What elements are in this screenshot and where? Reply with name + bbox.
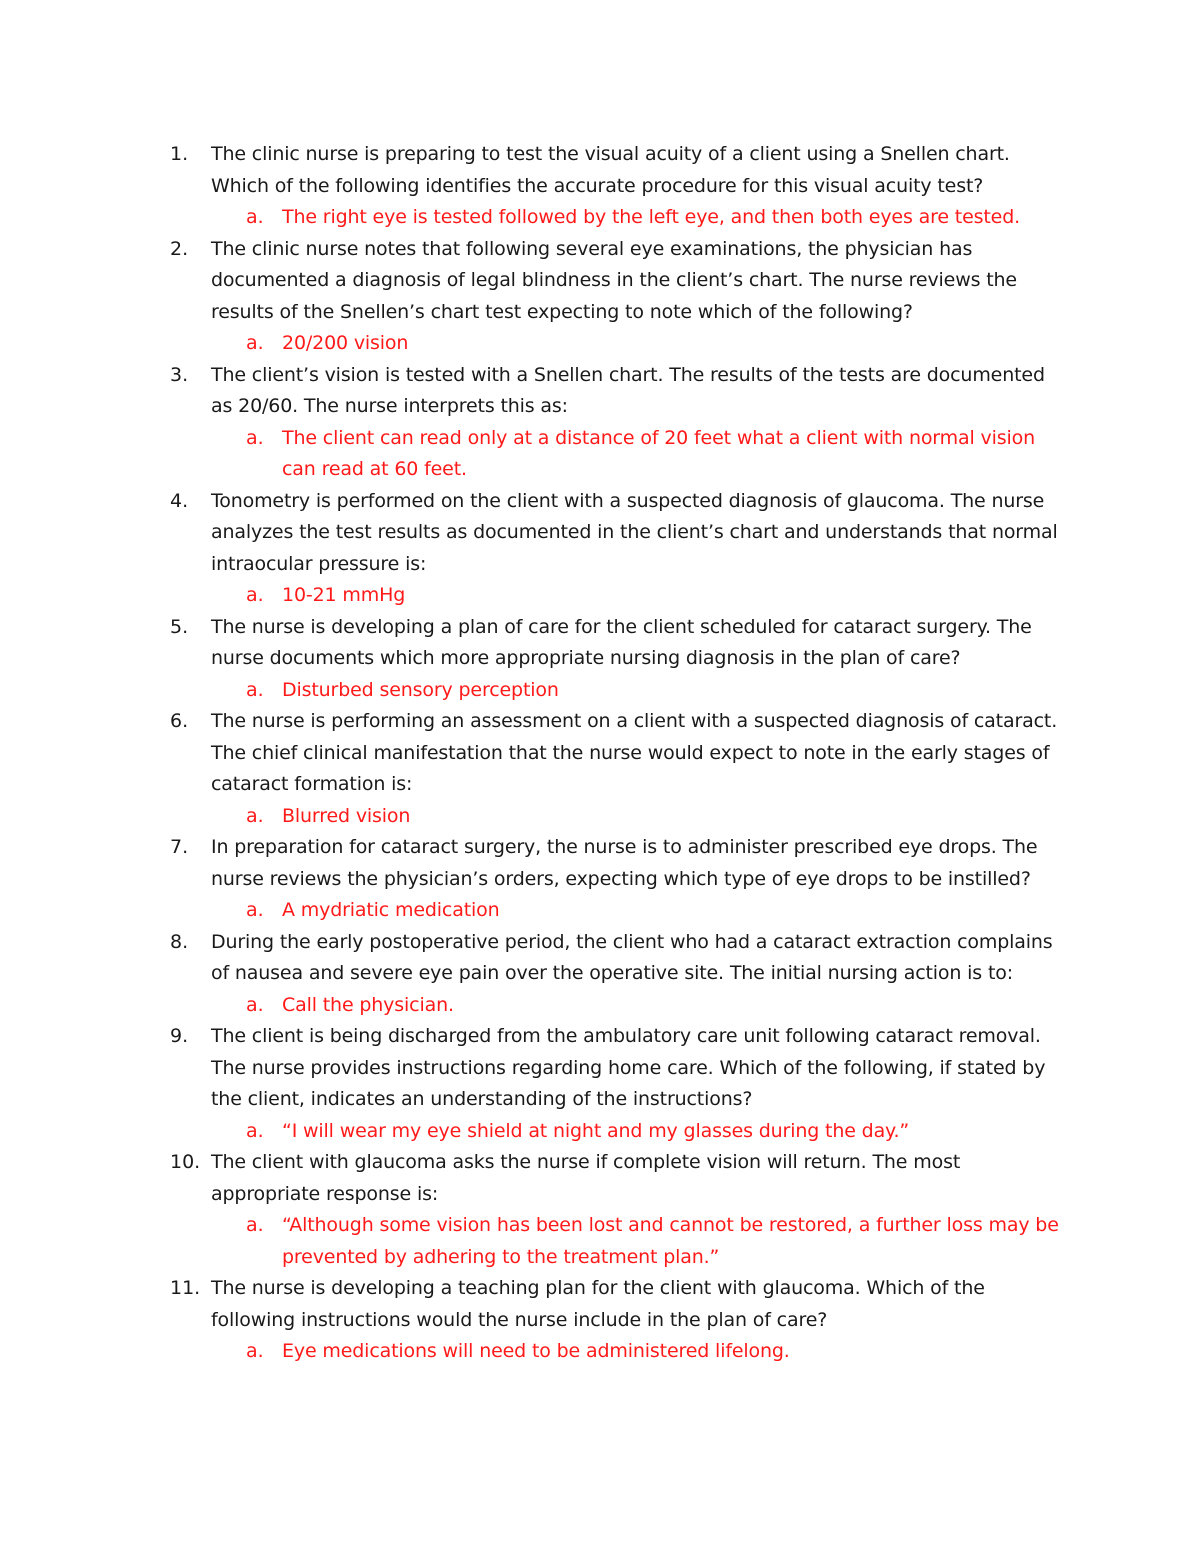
question-text: The client with glaucoma asks the nurse if complete vision will return. The most appropriate response is: [211,1151,961,1205]
question-number: 5. [170,615,189,638]
answer-letter: a. [246,584,264,606]
answer-letter: a. [246,804,264,827]
question-number: 9. [170,1025,189,1047]
question-item-11 [170,1273,1070,1368]
question-text: During the early postoperative period, the client who had a cataract extraction complains of nausea and severe eye pain over the operative site. The initial nursing action is to: [211,930,1053,984]
answer-letter: a. [246,332,264,354]
answer-text: “I will wear my eye shield at night and my glasses during the day.” [282,1119,910,1142]
answer-item [246,801,1070,833]
question-number: 11. [170,1277,201,1299]
question-text: The nurse is developing a teaching plan for the client with glaucoma. Which of the following instructions would the nurse include in the plan of care? [211,1277,985,1331]
question-item-3 [170,360,1070,486]
question-list [170,139,1070,1368]
question-number: 3. [170,363,189,386]
question-item-10 [170,1147,1070,1273]
answer-text: Blurred vision [282,804,411,827]
question-item-9 [170,1021,1070,1147]
question-text: The client is being discharged from the ambulatory care unit following cataract removal. The nurse provides instructions regarding home care. Which of the following, if stated by the client, indicates an understanding of the instructions? [211,1025,1046,1110]
answer-letter: a. [246,1214,264,1236]
question-item-5 [170,612,1070,707]
question-number: 2. [170,237,189,260]
question-item-7 [170,832,1070,927]
answer-letter: a. [246,426,264,449]
question-text: Tonometry is performed on the client with a suspected diagnosis of glaucoma. The nurse analyzes the test results as documented in the client’s chart and understands that normal intraocular pressure is: [211,489,1058,575]
answer-text: Call the physician. [282,993,454,1016]
question-item-8 [170,927,1070,1022]
answer-item [246,675,1070,707]
answer-text: The client can read only at a distance of 20 feet what a client with normal vision can read at 60 feet. [282,426,1035,480]
answer-item [246,1116,1070,1148]
answer-item [246,1336,1070,1368]
answer-text: A mydriatic medication [282,899,500,921]
question-text: The nurse is performing an assessment on a client with a suspected diagnosis of cataract. The chief clinical manifestation that the nurse would expect to note in the early stages of cataract formation is: [211,710,1058,795]
answer-letter: a. [246,206,264,228]
answer-item [246,990,1070,1022]
answer-letter: a. [246,678,264,701]
answer-letter: a. [246,993,264,1016]
question-item-1 [170,139,1070,234]
question-item-2 [170,234,1070,360]
answer-letter: a. [246,1340,264,1362]
question-text: The client’s vision is tested with a Snellen chart. The results of the tests are documented as 20/60. The nurse interprets this as: [211,363,1045,417]
answer-letter: a. [246,899,264,921]
answer-text: “Although some vision has been lost and cannot be restored, a further loss may be prevented by adhering to the treatment plan.” [282,1214,1059,1268]
answer-item [246,895,1070,927]
answer-item [246,580,1070,612]
question-number: 8. [170,930,189,953]
answer-item [246,423,1070,486]
question-text: The clinic nurse notes that following several eye examinations, the physician has documented a diagnosis of legal blindness in the client’s chart. The nurse reviews the results of the Snellen’s chart test expecting to note which of the following? [211,237,1017,323]
question-item-6 [170,706,1070,832]
question-number: 6. [170,710,189,732]
question-text: The nurse is developing a plan of care for the client scheduled for cataract surgery. The nurse documents which more appropriate nursing diagnosis in the plan of care? [211,615,1032,669]
question-number: 7. [170,836,189,858]
answer-text: 20/200 vision [282,332,409,354]
question-number: 1. [170,143,189,165]
answer-item [246,202,1070,234]
answer-item [246,328,1070,360]
question-number: 10. [170,1151,201,1173]
question-item-4 [170,486,1070,612]
answer-item [246,1210,1070,1273]
question-text: In preparation for cataract surgery, the nurse is to administer prescribed eye drops. The nurse reviews the physician’s orders, expecting which type of eye drops to be instilled? [211,836,1038,890]
question-text: The clinic nurse is preparing to test the visual acuity of a client using a Snellen chart. Which of the following identifies the accurate procedure for this visual acuity test? [211,143,1010,197]
answer-text: Eye medications will need to be administered lifelong. [282,1340,790,1362]
answer-text: 10-21 mmHg [282,584,406,606]
answer-text: Disturbed sensory perception [282,678,559,701]
answer-letter: a. [246,1119,264,1142]
question-number: 4. [170,489,189,512]
answer-text: The right eye is tested followed by the left eye, and then both eyes are tested. [282,206,1020,228]
